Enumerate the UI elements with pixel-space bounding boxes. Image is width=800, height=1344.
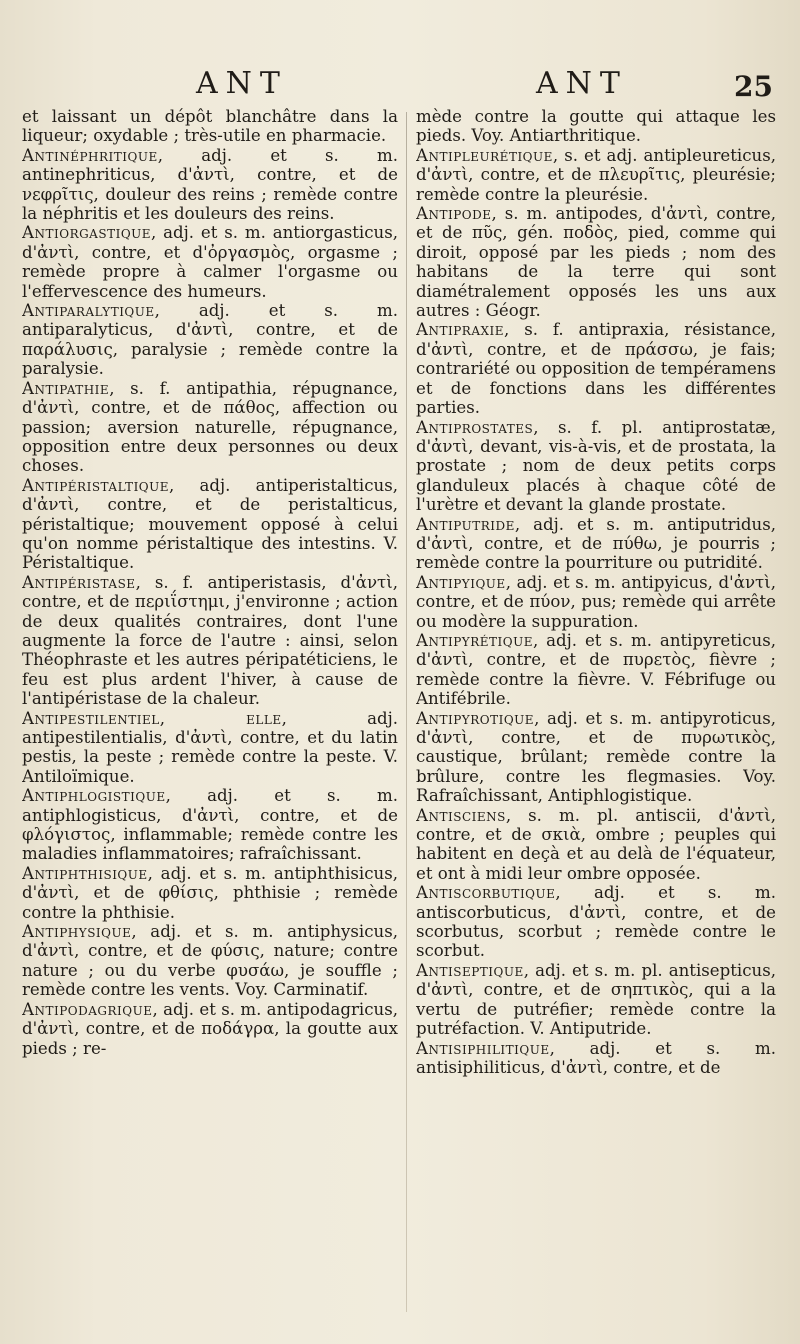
dictionary-entry [416,883,776,961]
entry-headword: Antipodagrique [22,999,153,1019]
entry-headword: Antiprostates [416,417,534,437]
entry-text: , adj. et s. m. antiphlogisticus, d'ἀντὶ, contre, et de φλόγιστος, inflammable; remède contre les maladies inflammatoires; rafraîchissant. [22,786,398,864]
entry-text: , adj. et s. m. antinephriticus, d'ἀντὶ, contre, et de νεφρῖτις, douleur des reins ; remède contre la néphritis et les douleurs des reins. [22,145,398,224]
entry-text: , s. f. antipraxia, résistance, d'ἀντὶ, contre, et de πράσσω, je fais; contrariété ou opposition de tempéramens et de fonctions dans les différentes parties. [416,320,776,418]
entry-headword: Antiphlogistique [22,786,166,806]
entry-headword: Antisciens [416,805,506,825]
entry-headword: Antiparalytique [22,301,155,321]
entry-headword: Antipleurétique [416,145,553,165]
dictionary-entry [22,379,398,476]
dictionary-entry [22,922,398,1000]
entry-text: , adj. antiperistalticus, d'ἀντὶ, contre, et de peristalticus, péristaltique; mouvement opposé à celui qu'on nomme péristaltique des intestins. V. Péristaltique. [22,475,398,573]
entry-headword: Antiorgastique [22,223,152,243]
dictionary-entry [22,786,398,864]
dictionary-entry [22,1000,398,1058]
dictionary-entry [416,320,776,417]
right-column [416,107,776,1327]
entry-headword: Antiseptique [416,960,524,980]
dictionary-entry [416,515,776,573]
dictionary-entry [22,107,398,146]
dictionary-entry [416,107,776,146]
dictionary-entry [22,476,398,573]
entry-headword: Antinéphritique [22,145,158,165]
dictionary-entry [416,806,776,884]
running-head-right: ANT [536,66,628,101]
entry-headword: Antipyique [416,572,506,592]
dictionary-entry [416,1039,776,1078]
entry-headword: Antipraxie [416,320,505,340]
entry-text: , s. f. pl. antiprostatæ, d'ἀντὶ, devant, vis-à-vis, et de prostata, la prostate ; nom de deux petits corps glanduleux placés à chaque côté de l'urètre et devant la glande prostate. [416,417,776,515]
entry-text: , adj. et s. m. antiparalyticus, d'ἀντὶ, contre, et de παράλυσις, paralysie ; remède contre la paralysie. [22,301,398,379]
running-head-left: ANT [196,66,288,101]
dictionary-entry [416,961,776,1039]
dictionary-entry [416,418,776,515]
page-number: 25 [734,70,773,103]
entry-text: , adj. et s. m. antiphysicus, d'ἀντὶ, contre, et de φύσις, nature; contre nature ; ou du verbe φυσάω, je souffle ; remède contre les vents. Voy. Carminatif. [22,922,398,1000]
entry-text: , adj. et s. m. pl. antisepticus, d'ἀντὶ, contre, et de σηπτικὸς, qui a la vertu de putréfier; remède contre la putréfaction. V. Antiputride. [416,960,776,1039]
entry-text: , adj. et s. m. antipodagricus, d'ἀντὶ, contre, et de ποδάγρα, la goutte aux pieds ; re- [22,999,398,1058]
dictionary-entry [416,204,776,320]
entry-text: mède contre la goutte qui attaque les pieds. Voy. Antiarthritique. [416,107,776,146]
entry-headword: Antipode [416,204,492,224]
entry-headword: Antipéristase [22,572,136,592]
entry-headword: Antipathie [22,378,110,398]
column-divider [406,112,407,1312]
entry-headword: Antisiphilitique [416,1038,550,1058]
entry-headword: Antiputride [416,514,515,534]
entry-text: , adj. et s. m. antiscorbuticus, d'ἀντὶ, contre, et de scorbutus, scorbut ; remède contre le scorbut. [416,883,776,961]
dictionary-entry [416,709,776,806]
entry-text: , s. m. antipodes, d'ἀντὶ, contre, et de πῦς, gén. ποδὸς, pied, comme qui diroit, opposé par les pieds ; nom des habitans de la terre qui sont diamétralement opposés les uns aux autres : Géogr. [416,204,776,321]
dictionary-entry [22,223,398,301]
dictionary-entry [22,709,398,787]
dictionary-entry [416,631,776,709]
entry-text: , adj. antipestilentialis, d'ἀντὶ, contre, et du latin pestis, la peste ; remède contre la peste. V. Antiloïmique. [22,708,398,786]
entry-text: , s. m. pl. antiscii, d'ἀντὶ, contre, et de σκιὰ, ombre ; peuples qui habitent en deçà et au delà de l'équateur, et ont à midi leur ombre opposée. [416,805,776,883]
entry-headword: Antipéristaltique [22,475,170,495]
entry-text: et laissant un dépôt blanchâtre dans la liqueur; oxydable ; très-utile en pharmacie. [22,107,398,146]
entry-text: , adj. et s. m. antipyreticus, d'ἀντὶ, contre, et de πυρετὸς, fièvre ; remède contre la fièvre. V. Fébrifuge ou Antifébrile. [416,630,776,709]
entry-headword: Antipyrétique [416,630,533,650]
entry-text: , adj. et s. m. antisiphiliticus, d'ἀντὶ, contre, et de [416,1038,776,1077]
entry-text: , adj. et s. m. antiphthisicus, d'ἀντὶ, et de φθίσις, phthisie ; remède contre la phthisie. [22,863,398,922]
entry-headword: Antiphthisique [22,863,148,883]
dictionary-entry [22,864,398,922]
dictionary-entry [22,146,398,224]
entry-text: , s. et adj. antipleureticus, d'ἀντὶ, contre, et de πλευρῖτις, pleurésie; remède contre la pleurésie. [416,145,776,204]
entry-headword: Antiscorbutique [416,883,556,903]
entry-text: , adj. et s. m. antipyicus, d'ἀντὶ, contre, et de πύον, pus; remède qui arrête ou modère la suppuration. [416,572,776,631]
dictionary-entry [416,146,776,204]
entry-text: , s. f. antiperistasis, d'ἀντὶ, contre, et de περιΐστημι, j'environne ; action de deux qualités contraires, dont l'une augmente la force de l'autre : ainsi, selon Théophraste et les autres péripatéticiens, le feu est plus ardent l'hiver, à cause de l'antipéristase de la chaleur. [22,572,398,709]
entry-text: , adj. et s. m. antiputridus, d'ἀντὶ, contre, et de πύθω, je pourris ; remède contre la pourriture ou putridité. [416,514,776,573]
entry-headword: Antipyrotique [416,708,535,728]
entry-text: , adj. et s. m. antipyroticus, d'ἀντὶ, contre, et de πυρωτικὸς, caustique, brûlant; remède contre la brûlure, contre les flegmasies. Voy. Rafraîchissant, Antiphlogistique. [416,708,776,806]
entry-headword: Antiphysique [22,922,132,942]
entry-text: , s. f. antipathia, répugnance, d'ἀντὶ, contre, et de πάθος, affection ou passion; aversion naturelle, répugnance, opposition entre deux personnes ou deux choses. [22,378,398,476]
dictionary-entry [22,573,398,709]
entry-headword: Antipestilentiel, elle [22,708,282,728]
left-column [22,107,398,1327]
dictionary-entry [22,301,398,379]
dictionary-entry [416,573,776,631]
entry-text: , adj. et s. m. antiorgasticus, d'ἀντὶ, contre, et d'ὀργασμὸς, orgasme ; remède propre à calmer l'orgasme ou l'effervescence des humeurs. [22,223,398,301]
